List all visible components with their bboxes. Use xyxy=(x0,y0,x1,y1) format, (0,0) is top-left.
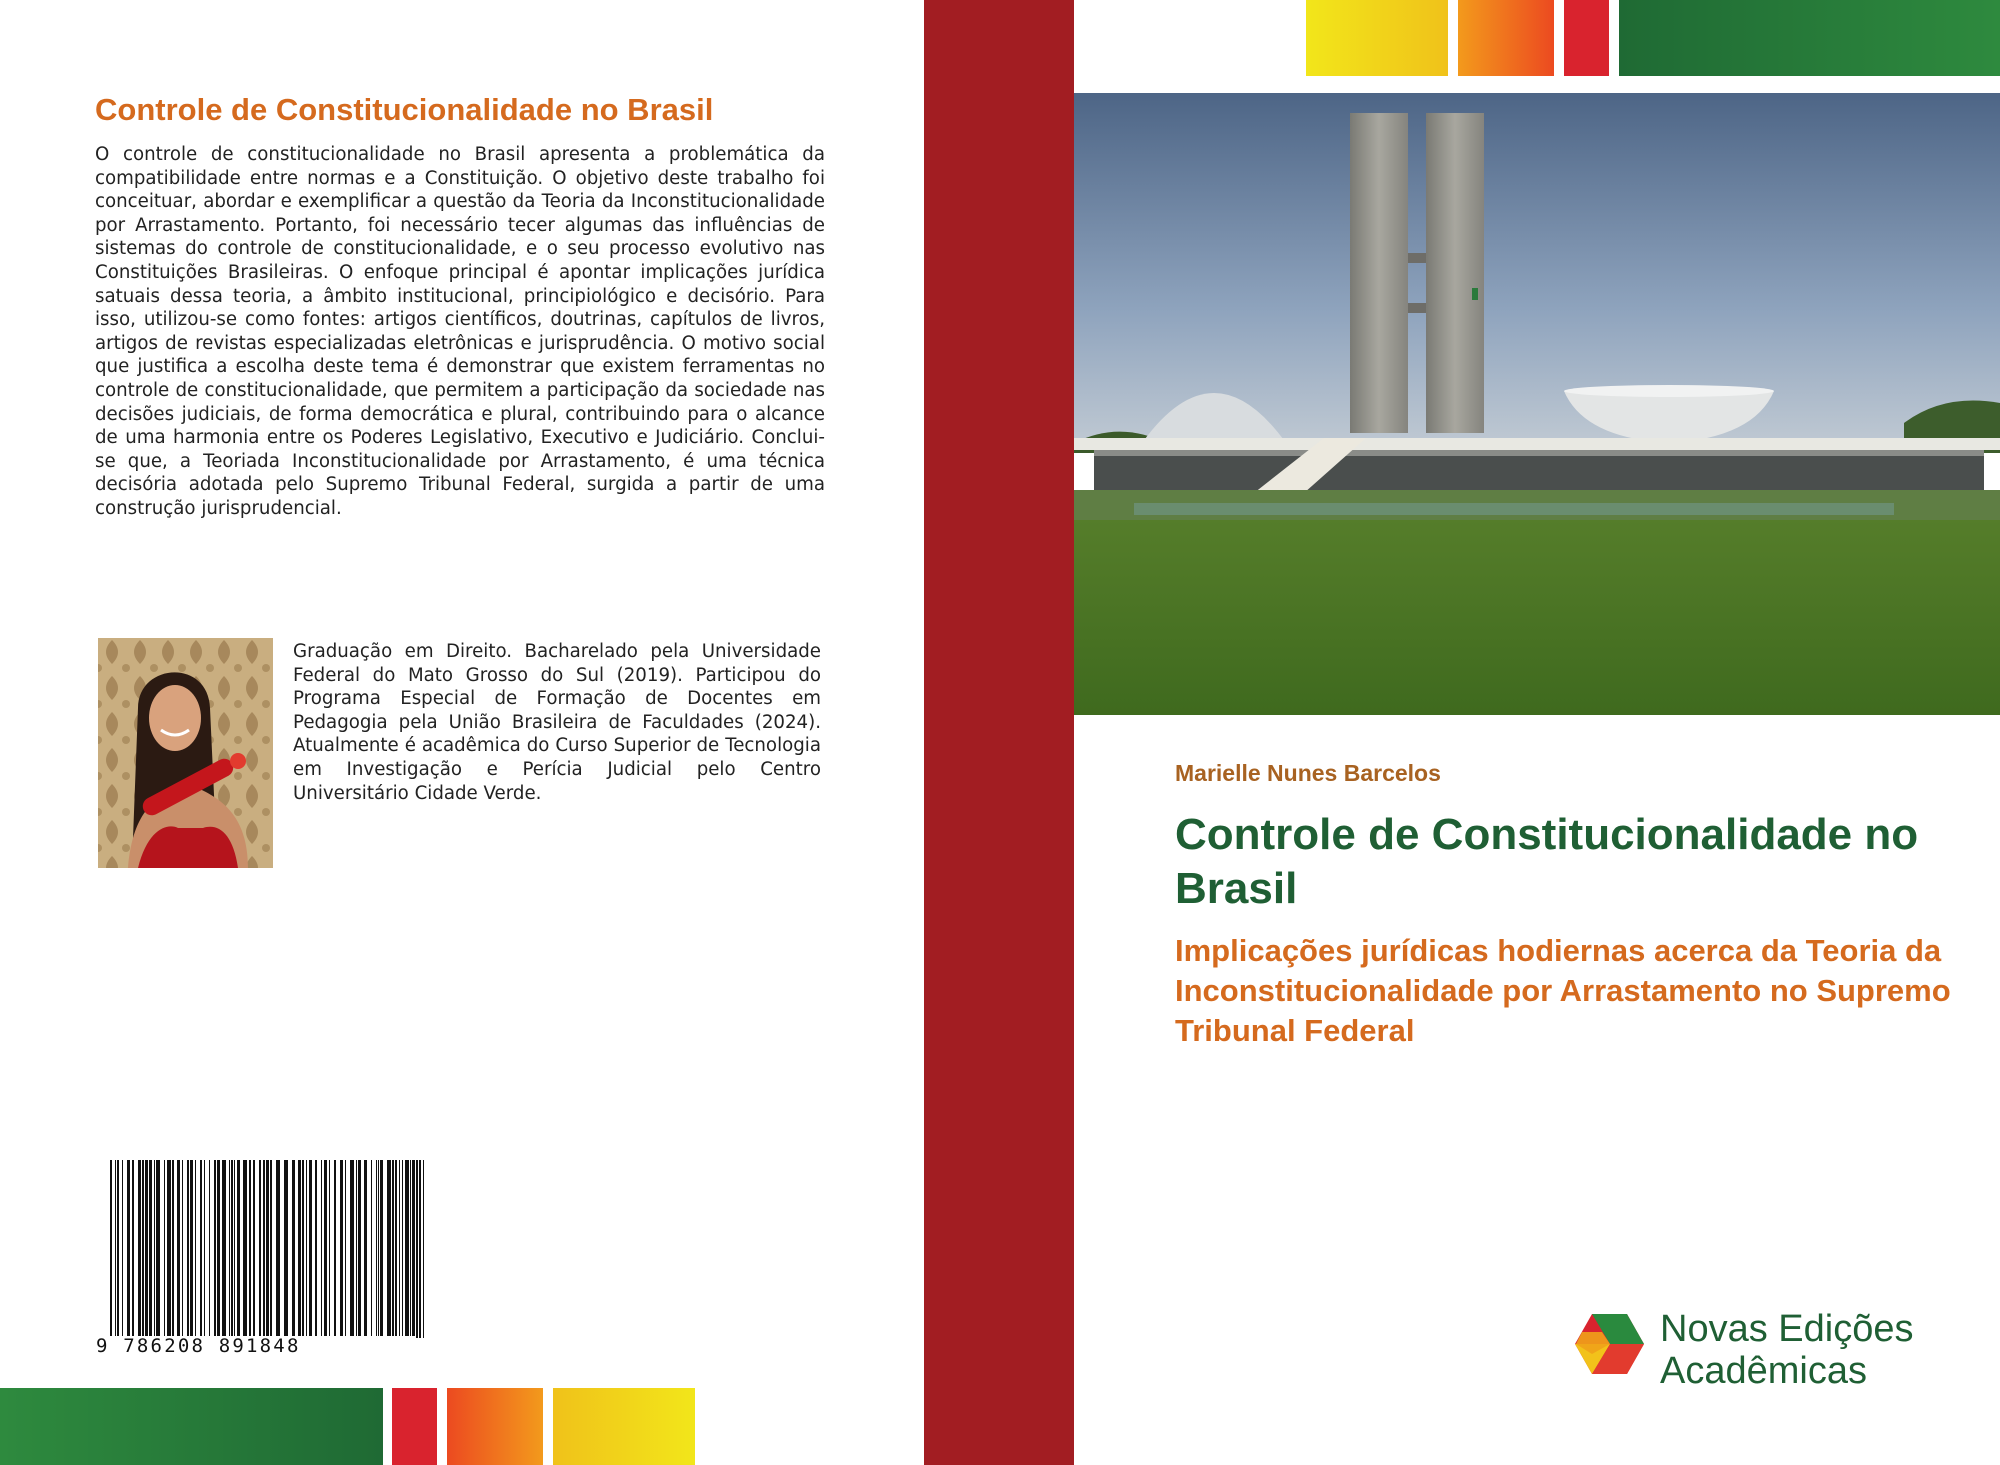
top-stripe-orange xyxy=(1458,0,1554,76)
barcode-bar xyxy=(182,1160,183,1338)
barcode-bar xyxy=(387,1160,391,1338)
barcode-bar xyxy=(110,1160,112,1338)
barcode-bar xyxy=(231,1160,233,1338)
book-synopsis: O controle de constitucionalidade no Brasil apresenta a problemática da compatibilidade entre normas e a Constituição. O objetivo deste trabalho foi conceituar, abordar e exemplificar a questão da Teoria da Inconstitucionalidade por Arrastamento. Portanto, foi necessário tecer algumas das influências de sistemas do controle de constitucionalidade, e o seu processo evolutivo nas Constituições Brasileiras. O enfoque principal é apontar implicações jurídica satuais dessa teoria, a âmbito institucional, principiológico e decisório. Para isso, utilizou-se como fontes: artigos científicos, doutrinas, capítulos de livros, artigos de revistas especializadas eletrônicas e jurisprudência. O motivo social que justifica a escolha deste tema é demonstrar que existem ferramentas no controle de constitucionalidade, que permitem a participação da sociedade nas decisões judiciais, de forma democrática e plural, contribuindo para o alcance de uma harmonia entre os Poderes Legislativo, Executivo e Judiciário. Conclui-se que, a Teoriada Inconstitucionalidade por Arrastamento, é uma técnica decisória adotada pelo Supremo Tribunal Federal, surgida a partir de uma construção jurisprudencial. xyxy=(95,144,825,519)
barcode-bar xyxy=(340,1160,343,1338)
barcode-bar xyxy=(392,1160,394,1338)
barcode-bar xyxy=(324,1160,327,1338)
barcode-bar xyxy=(266,1160,269,1338)
barcode-bar xyxy=(270,1160,272,1338)
barcode-bar xyxy=(249,1160,251,1338)
isbn-number: 9 786208 891848 xyxy=(96,1336,416,1356)
barcode-bar xyxy=(190,1160,193,1338)
barcode-bar xyxy=(115,1160,116,1338)
barcode-bar xyxy=(237,1160,240,1338)
barcode-bar xyxy=(410,1160,411,1338)
publisher-logo-icon xyxy=(1572,1310,1647,1385)
barcode-bar xyxy=(284,1160,288,1338)
barcode-bar xyxy=(371,1160,372,1338)
barcode-bar xyxy=(217,1160,220,1338)
barcode-bar xyxy=(145,1160,148,1338)
front-cover-title: Controle de Constitucionalidade no Brasil xyxy=(1175,810,1919,913)
barcode-bar xyxy=(419,1160,421,1338)
barcode-bar xyxy=(177,1160,180,1338)
barcode-bar xyxy=(117,1160,119,1338)
barcode-bar xyxy=(376,1160,377,1338)
barcode-bar xyxy=(334,1160,336,1338)
barcode-bar xyxy=(345,1160,346,1338)
back-cover-title: Controle de Constitucionalidade no Brasil xyxy=(95,92,714,127)
barcode-bar xyxy=(378,1160,379,1338)
publisher-name-line-1: Novas Edições xyxy=(1660,1308,1914,1350)
publisher-name xyxy=(1660,1308,1913,1392)
bottom-stripe-orange xyxy=(447,1388,543,1465)
barcode-bar xyxy=(229,1160,230,1338)
barcode-bar xyxy=(276,1160,280,1338)
bottom-stripe-green xyxy=(0,1388,383,1465)
barcode-bar xyxy=(149,1160,152,1338)
author-photo xyxy=(98,638,273,868)
top-stripe-red xyxy=(1564,0,1609,76)
barcode-bar xyxy=(234,1160,235,1338)
barcode-bar xyxy=(253,1160,255,1338)
barcode-bar xyxy=(154,1160,155,1338)
barcode-bar xyxy=(315,1160,317,1338)
barcode-bar xyxy=(127,1160,130,1338)
barcode-bar xyxy=(214,1160,216,1338)
barcode-bar xyxy=(209,1160,210,1338)
barcode-bar xyxy=(204,1160,205,1338)
barcode-bar xyxy=(399,1160,400,1338)
barcode-bar xyxy=(402,1160,403,1338)
barcode-bar xyxy=(243,1160,247,1338)
barcode-bar xyxy=(306,1160,307,1338)
barcode-bar xyxy=(395,1160,397,1338)
barcode-bar xyxy=(329,1160,330,1338)
barcode-bar xyxy=(222,1160,226,1338)
barcode-bar xyxy=(138,1160,141,1338)
barcode-bar xyxy=(358,1160,361,1338)
barcode-bar xyxy=(263,1160,265,1338)
barcode-bar xyxy=(292,1160,295,1338)
barcode-bar xyxy=(122,1160,123,1338)
barcode-bar xyxy=(200,1160,202,1338)
bottom-stripe-red xyxy=(392,1388,437,1465)
barcode-bar xyxy=(302,1160,304,1338)
barcode-bar xyxy=(405,1160,409,1338)
barcode-bar xyxy=(321,1160,322,1338)
barcode-bar xyxy=(380,1160,383,1338)
barcode-bar xyxy=(364,1160,367,1338)
barcode-bar xyxy=(412,1160,415,1338)
barcode-bar xyxy=(259,1160,261,1338)
book-subtitle: Implicações jurídicas hodiernas acerca da Teoria da Inconstitucionalidade por Arrastamento no Supremo Tribunal Federal xyxy=(1175,933,1951,1048)
barcode-bar xyxy=(195,1160,196,1338)
author-name: Marielle Nunes Barcelos xyxy=(1175,760,1441,786)
barcode-bar xyxy=(423,1160,424,1338)
barcode-bar xyxy=(350,1160,354,1338)
barcode-bar xyxy=(356,1160,357,1338)
bottom-stripe-yellow xyxy=(553,1388,695,1465)
author-biography: Graduação em Direito. Bacharelado pela Universidade Federal do Mato Grosso do Sul (2019). Participou do Programa Especial de Formação de Docentes em Pedagogia pela União Brasileira de Faculdades (2024). Atualmente é acadêmica do Curso Superior de Tecnologia em Investigação e Perícia Judicial pelo Centro Universitário Cidade Verde. xyxy=(293,641,821,804)
barcode-bar xyxy=(142,1160,144,1338)
isbn-barcode xyxy=(108,1160,433,1358)
barcode-bar xyxy=(416,1160,418,1338)
barcode-bar xyxy=(132,1160,134,1338)
barcode-bar xyxy=(309,1160,312,1338)
top-stripe-green xyxy=(1619,0,2000,76)
top-stripe-yellow xyxy=(1306,0,1448,76)
barcode-bar xyxy=(164,1160,165,1338)
barcode-bar xyxy=(172,1160,174,1338)
book-spine xyxy=(924,0,1074,1465)
cover-photo-national-congress xyxy=(1074,93,2000,715)
barcode-bar xyxy=(298,1160,301,1338)
barcode-bar xyxy=(156,1160,160,1338)
publisher-name-line-2: Acadêmicas xyxy=(1660,1350,1867,1392)
barcode-bar xyxy=(167,1160,171,1338)
barcode-bar xyxy=(187,1160,189,1338)
